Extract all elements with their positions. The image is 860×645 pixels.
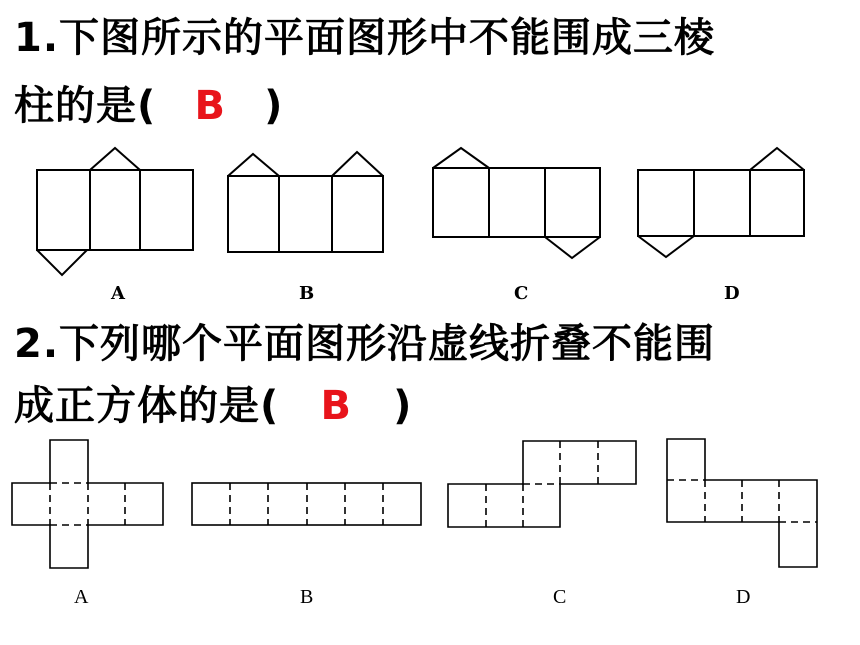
figure-q2-b [192, 483, 421, 525]
question2-answer: B [320, 383, 352, 429]
question2-line1: 2.下列哪个平面图形沿虚线折叠不能围 [14, 321, 716, 367]
q2-option-c-label: C [553, 586, 567, 608]
q1-option-c-label: C [514, 283, 529, 304]
q1-option-d-label: D [724, 283, 740, 304]
q2-option-b-label: B [300, 586, 314, 608]
question1-prefix: 柱的是( [14, 83, 157, 129]
figure-q2-d [667, 439, 817, 567]
q1-option-b-label: B [299, 283, 315, 304]
question1-suffix: ) [264, 83, 284, 129]
question1-line1: 1.下图所示的平面图形中不能围成三棱 [14, 15, 716, 61]
q2-option-d-label: D [736, 586, 751, 608]
question2-suffix: ) [393, 383, 413, 429]
figure-q2-a [12, 440, 163, 568]
q1-option-a-label: A [111, 283, 125, 304]
q2-option-a-label: A [74, 586, 89, 608]
figure-q2-c [448, 441, 636, 527]
question1-answer: B [194, 83, 226, 129]
question2-prefix: 成正方体的是( [14, 383, 280, 429]
